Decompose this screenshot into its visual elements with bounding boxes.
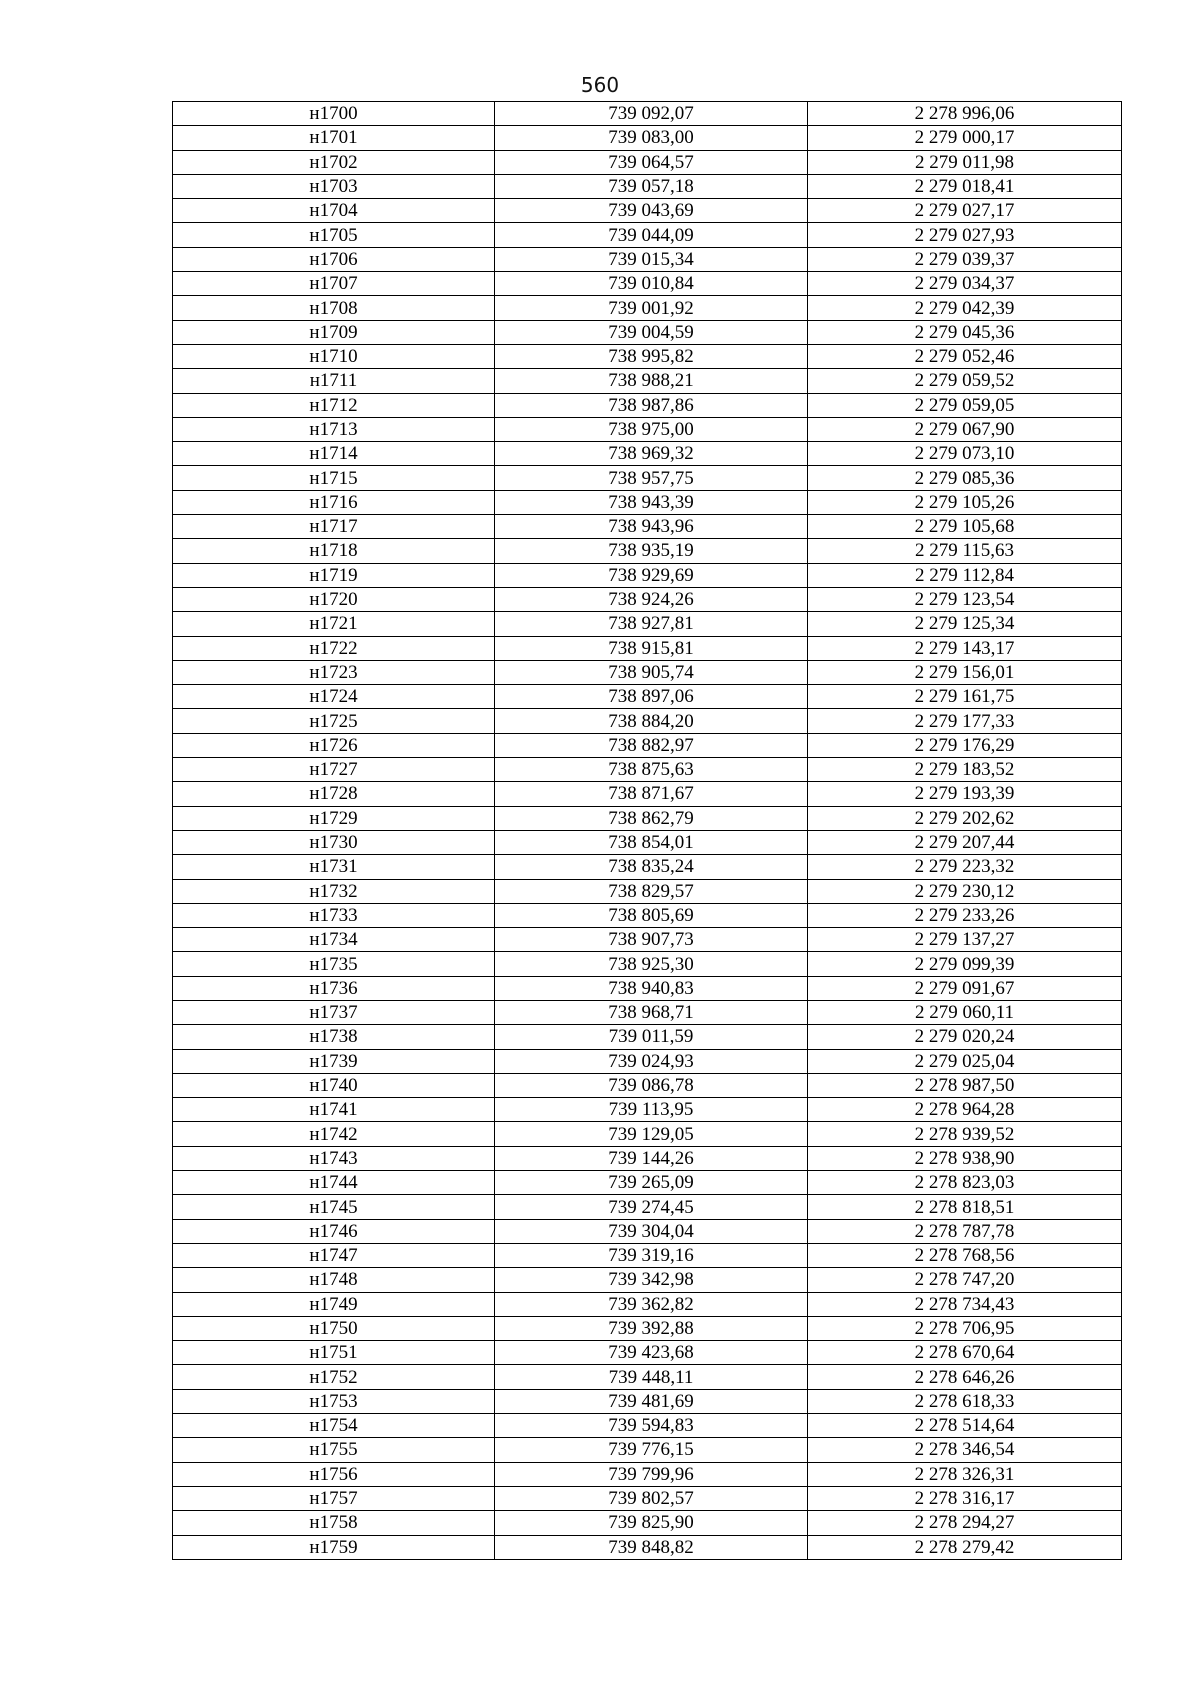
x-coordinate-cell: 739 015,34 bbox=[495, 247, 808, 271]
y-coordinate-cell: 2 279 143,17 bbox=[808, 636, 1122, 660]
point-id-cell: н1734 bbox=[173, 928, 495, 952]
y-coordinate-cell: 2 278 346,54 bbox=[808, 1438, 1122, 1462]
point-id-cell: н1729 bbox=[173, 806, 495, 830]
x-coordinate-cell: 739 086,78 bbox=[495, 1073, 808, 1097]
y-coordinate-cell: 2 279 042,39 bbox=[808, 296, 1122, 320]
y-coordinate-cell: 2 278 747,20 bbox=[808, 1268, 1122, 1292]
point-id-cell: н1707 bbox=[173, 272, 495, 296]
y-coordinate-cell: 2 279 123,54 bbox=[808, 587, 1122, 611]
table-row bbox=[173, 855, 1122, 879]
table-row bbox=[173, 1025, 1122, 1049]
point-id-cell: н1704 bbox=[173, 199, 495, 223]
point-id-cell: н1746 bbox=[173, 1219, 495, 1243]
table-row bbox=[173, 685, 1122, 709]
x-coordinate-cell: 738 929,69 bbox=[495, 563, 808, 587]
y-coordinate-cell: 2 278 646,26 bbox=[808, 1365, 1122, 1389]
table-row bbox=[173, 903, 1122, 927]
point-id-cell: н1755 bbox=[173, 1438, 495, 1462]
y-coordinate-cell: 2 279 223,32 bbox=[808, 855, 1122, 879]
y-coordinate-cell: 2 278 279,42 bbox=[808, 1535, 1122, 1559]
x-coordinate-cell: 738 940,83 bbox=[495, 976, 808, 1000]
y-coordinate-cell: 2 278 734,43 bbox=[808, 1292, 1122, 1316]
x-coordinate-cell: 738 988,21 bbox=[495, 369, 808, 393]
point-id-cell: н1706 bbox=[173, 247, 495, 271]
point-id-cell: н1758 bbox=[173, 1511, 495, 1535]
point-id-cell: н1719 bbox=[173, 563, 495, 587]
table-row bbox=[173, 563, 1122, 587]
table-row bbox=[173, 1171, 1122, 1195]
point-id-cell: н1713 bbox=[173, 417, 495, 441]
table-row bbox=[173, 102, 1122, 126]
point-id-cell: н1742 bbox=[173, 1122, 495, 1146]
point-id-cell: н1720 bbox=[173, 587, 495, 611]
table-row bbox=[173, 1486, 1122, 1510]
point-id-cell: н1737 bbox=[173, 1000, 495, 1024]
y-coordinate-cell: 2 279 233,26 bbox=[808, 903, 1122, 927]
x-coordinate-cell: 738 975,00 bbox=[495, 417, 808, 441]
x-coordinate-cell: 738 829,57 bbox=[495, 879, 808, 903]
x-coordinate-cell: 738 969,32 bbox=[495, 442, 808, 466]
y-coordinate-cell: 2 278 514,64 bbox=[808, 1414, 1122, 1438]
table-row bbox=[173, 1243, 1122, 1267]
table-row bbox=[173, 1292, 1122, 1316]
y-coordinate-cell: 2 279 202,62 bbox=[808, 806, 1122, 830]
point-id-cell: н1718 bbox=[173, 539, 495, 563]
table-row bbox=[173, 1073, 1122, 1097]
y-coordinate-cell: 2 278 939,52 bbox=[808, 1122, 1122, 1146]
x-coordinate-cell: 738 875,63 bbox=[495, 758, 808, 782]
table-row bbox=[173, 1389, 1122, 1413]
point-id-cell: н1741 bbox=[173, 1098, 495, 1122]
y-coordinate-cell: 2 279 027,17 bbox=[808, 199, 1122, 223]
y-coordinate-cell: 2 279 059,52 bbox=[808, 369, 1122, 393]
y-coordinate-cell: 2 279 018,41 bbox=[808, 174, 1122, 198]
y-coordinate-cell: 2 279 156,01 bbox=[808, 660, 1122, 684]
y-coordinate-cell: 2 279 105,68 bbox=[808, 515, 1122, 539]
coordinates-table-body bbox=[173, 102, 1122, 1560]
point-id-cell: н1756 bbox=[173, 1462, 495, 1486]
y-coordinate-cell: 2 279 060,11 bbox=[808, 1000, 1122, 1024]
y-coordinate-cell: 2 279 045,36 bbox=[808, 320, 1122, 344]
point-id-cell: н1700 bbox=[173, 102, 495, 126]
point-id-cell: н1740 bbox=[173, 1073, 495, 1097]
point-id-cell: н1735 bbox=[173, 952, 495, 976]
point-id-cell: н1715 bbox=[173, 466, 495, 490]
point-id-cell: н1711 bbox=[173, 369, 495, 393]
table-row bbox=[173, 1000, 1122, 1024]
table-row bbox=[173, 1341, 1122, 1365]
table-row bbox=[173, 1146, 1122, 1170]
x-coordinate-cell: 739 004,59 bbox=[495, 320, 808, 344]
x-coordinate-cell: 739 304,04 bbox=[495, 1219, 808, 1243]
y-coordinate-cell: 2 279 011,98 bbox=[808, 150, 1122, 174]
page-number: 560 bbox=[580, 73, 620, 97]
table-row bbox=[173, 733, 1122, 757]
x-coordinate-cell: 738 905,74 bbox=[495, 660, 808, 684]
point-id-cell: н1701 bbox=[173, 126, 495, 150]
x-coordinate-cell: 738 884,20 bbox=[495, 709, 808, 733]
table-row bbox=[173, 539, 1122, 563]
x-coordinate-cell: 739 319,16 bbox=[495, 1243, 808, 1267]
x-coordinate-cell: 738 957,75 bbox=[495, 466, 808, 490]
table-row bbox=[173, 830, 1122, 854]
point-id-cell: н1744 bbox=[173, 1171, 495, 1195]
x-coordinate-cell: 739 043,69 bbox=[495, 199, 808, 223]
y-coordinate-cell: 2 279 230,12 bbox=[808, 879, 1122, 903]
point-id-cell: н1717 bbox=[173, 515, 495, 539]
y-coordinate-cell: 2 278 294,27 bbox=[808, 1511, 1122, 1535]
table-row bbox=[173, 490, 1122, 514]
y-coordinate-cell: 2 278 987,50 bbox=[808, 1073, 1122, 1097]
x-coordinate-cell: 739 092,07 bbox=[495, 102, 808, 126]
y-coordinate-cell: 2 279 052,46 bbox=[808, 344, 1122, 368]
y-coordinate-cell: 2 278 768,56 bbox=[808, 1243, 1122, 1267]
point-id-cell: н1747 bbox=[173, 1243, 495, 1267]
y-coordinate-cell: 2 278 818,51 bbox=[808, 1195, 1122, 1219]
x-coordinate-cell: 739 064,57 bbox=[495, 150, 808, 174]
x-coordinate-cell: 739 481,69 bbox=[495, 1389, 808, 1413]
y-coordinate-cell: 2 278 823,03 bbox=[808, 1171, 1122, 1195]
point-id-cell: н1739 bbox=[173, 1049, 495, 1073]
point-id-cell: н1749 bbox=[173, 1292, 495, 1316]
y-coordinate-cell: 2 279 183,52 bbox=[808, 758, 1122, 782]
point-id-cell: н1745 bbox=[173, 1195, 495, 1219]
y-coordinate-cell: 2 279 059,05 bbox=[808, 393, 1122, 417]
y-coordinate-cell: 2 278 787,78 bbox=[808, 1219, 1122, 1243]
y-coordinate-cell: 2 279 137,27 bbox=[808, 928, 1122, 952]
point-id-cell: н1727 bbox=[173, 758, 495, 782]
table-row bbox=[173, 1195, 1122, 1219]
x-coordinate-cell: 738 943,96 bbox=[495, 515, 808, 539]
table-row bbox=[173, 806, 1122, 830]
x-coordinate-cell: 738 995,82 bbox=[495, 344, 808, 368]
y-coordinate-cell: 2 279 105,26 bbox=[808, 490, 1122, 514]
table-row bbox=[173, 515, 1122, 539]
point-id-cell: н1723 bbox=[173, 660, 495, 684]
table-row bbox=[173, 1316, 1122, 1340]
y-coordinate-cell: 2 279 125,34 bbox=[808, 612, 1122, 636]
table-row bbox=[173, 587, 1122, 611]
point-id-cell: н1743 bbox=[173, 1146, 495, 1170]
table-row bbox=[173, 1219, 1122, 1243]
point-id-cell: н1738 bbox=[173, 1025, 495, 1049]
point-id-cell: н1726 bbox=[173, 733, 495, 757]
x-coordinate-cell: 738 935,19 bbox=[495, 539, 808, 563]
table-row bbox=[173, 976, 1122, 1000]
y-coordinate-cell: 2 279 039,37 bbox=[808, 247, 1122, 271]
point-id-cell: н1753 bbox=[173, 1389, 495, 1413]
point-id-cell: н1752 bbox=[173, 1365, 495, 1389]
point-id-cell: н1722 bbox=[173, 636, 495, 660]
x-coordinate-cell: 738 897,06 bbox=[495, 685, 808, 709]
y-coordinate-cell: 2 279 115,63 bbox=[808, 539, 1122, 563]
x-coordinate-cell: 739 362,82 bbox=[495, 1292, 808, 1316]
point-id-cell: н1759 bbox=[173, 1535, 495, 1559]
y-coordinate-cell: 2 279 099,39 bbox=[808, 952, 1122, 976]
y-coordinate-cell: 2 279 112,84 bbox=[808, 563, 1122, 587]
point-id-cell: н1731 bbox=[173, 855, 495, 879]
y-coordinate-cell: 2 279 034,37 bbox=[808, 272, 1122, 296]
y-coordinate-cell: 2 278 964,28 bbox=[808, 1098, 1122, 1122]
point-id-cell: н1705 bbox=[173, 223, 495, 247]
table-row bbox=[173, 1462, 1122, 1486]
x-coordinate-cell: 739 144,26 bbox=[495, 1146, 808, 1170]
table-row bbox=[173, 272, 1122, 296]
x-coordinate-cell: 738 907,73 bbox=[495, 928, 808, 952]
point-id-cell: н1724 bbox=[173, 685, 495, 709]
point-id-cell: н1702 bbox=[173, 150, 495, 174]
x-coordinate-cell: 738 987,86 bbox=[495, 393, 808, 417]
x-coordinate-cell: 738 862,79 bbox=[495, 806, 808, 830]
x-coordinate-cell: 738 927,81 bbox=[495, 612, 808, 636]
y-coordinate-cell: 2 279 091,67 bbox=[808, 976, 1122, 1000]
x-coordinate-cell: 739 044,09 bbox=[495, 223, 808, 247]
coordinates-table bbox=[172, 101, 1122, 1560]
x-coordinate-cell: 739 265,09 bbox=[495, 1171, 808, 1195]
y-coordinate-cell: 2 279 000,17 bbox=[808, 126, 1122, 150]
x-coordinate-cell: 739 848,82 bbox=[495, 1535, 808, 1559]
x-coordinate-cell: 739 083,00 bbox=[495, 126, 808, 150]
y-coordinate-cell: 2 278 670,64 bbox=[808, 1341, 1122, 1365]
x-coordinate-cell: 739 776,15 bbox=[495, 1438, 808, 1462]
x-coordinate-cell: 739 594,83 bbox=[495, 1414, 808, 1438]
x-coordinate-cell: 739 423,68 bbox=[495, 1341, 808, 1365]
x-coordinate-cell: 739 057,18 bbox=[495, 174, 808, 198]
y-coordinate-cell: 2 279 085,36 bbox=[808, 466, 1122, 490]
y-coordinate-cell: 2 279 025,04 bbox=[808, 1049, 1122, 1073]
y-coordinate-cell: 2 278 326,31 bbox=[808, 1462, 1122, 1486]
y-coordinate-cell: 2 279 067,90 bbox=[808, 417, 1122, 441]
table-row bbox=[173, 1414, 1122, 1438]
table-row bbox=[173, 199, 1122, 223]
point-id-cell: н1712 bbox=[173, 393, 495, 417]
table-row bbox=[173, 758, 1122, 782]
y-coordinate-cell: 2 278 706,95 bbox=[808, 1316, 1122, 1340]
x-coordinate-cell: 739 799,96 bbox=[495, 1462, 808, 1486]
point-id-cell: н1754 bbox=[173, 1414, 495, 1438]
table-row bbox=[173, 636, 1122, 660]
point-id-cell: н1748 bbox=[173, 1268, 495, 1292]
table-row bbox=[173, 174, 1122, 198]
table-row bbox=[173, 660, 1122, 684]
table-row bbox=[173, 1365, 1122, 1389]
x-coordinate-cell: 738 835,24 bbox=[495, 855, 808, 879]
y-coordinate-cell: 2 279 177,33 bbox=[808, 709, 1122, 733]
table-row bbox=[173, 709, 1122, 733]
table-row bbox=[173, 1122, 1122, 1146]
point-id-cell: н1733 bbox=[173, 903, 495, 927]
point-id-cell: н1710 bbox=[173, 344, 495, 368]
table-row bbox=[173, 247, 1122, 271]
x-coordinate-cell: 739 342,98 bbox=[495, 1268, 808, 1292]
point-id-cell: н1751 bbox=[173, 1341, 495, 1365]
x-coordinate-cell: 739 024,93 bbox=[495, 1049, 808, 1073]
y-coordinate-cell: 2 278 938,90 bbox=[808, 1146, 1122, 1170]
point-id-cell: н1714 bbox=[173, 442, 495, 466]
x-coordinate-cell: 738 943,39 bbox=[495, 490, 808, 514]
table-row bbox=[173, 952, 1122, 976]
point-id-cell: н1730 bbox=[173, 830, 495, 854]
x-coordinate-cell: 738 871,67 bbox=[495, 782, 808, 806]
point-id-cell: н1757 bbox=[173, 1486, 495, 1510]
table-row bbox=[173, 1535, 1122, 1559]
table-row bbox=[173, 344, 1122, 368]
x-coordinate-cell: 738 854,01 bbox=[495, 830, 808, 854]
point-id-cell: н1750 bbox=[173, 1316, 495, 1340]
x-coordinate-cell: 739 129,05 bbox=[495, 1122, 808, 1146]
point-id-cell: н1725 bbox=[173, 709, 495, 733]
table-row bbox=[173, 126, 1122, 150]
table-row bbox=[173, 393, 1122, 417]
y-coordinate-cell: 2 279 073,10 bbox=[808, 442, 1122, 466]
point-id-cell: н1721 bbox=[173, 612, 495, 636]
point-id-cell: н1709 bbox=[173, 320, 495, 344]
table-row bbox=[173, 150, 1122, 174]
table-row bbox=[173, 879, 1122, 903]
point-id-cell: н1716 bbox=[173, 490, 495, 514]
x-coordinate-cell: 739 001,92 bbox=[495, 296, 808, 320]
y-coordinate-cell: 2 278 618,33 bbox=[808, 1389, 1122, 1413]
y-coordinate-cell: 2 279 176,29 bbox=[808, 733, 1122, 757]
table-row bbox=[173, 417, 1122, 441]
y-coordinate-cell: 2 279 020,24 bbox=[808, 1025, 1122, 1049]
point-id-cell: н1703 bbox=[173, 174, 495, 198]
table-row bbox=[173, 442, 1122, 466]
x-coordinate-cell: 738 924,26 bbox=[495, 587, 808, 611]
table-row bbox=[173, 369, 1122, 393]
x-coordinate-cell: 738 968,71 bbox=[495, 1000, 808, 1024]
table-row bbox=[173, 1268, 1122, 1292]
y-coordinate-cell: 2 279 027,93 bbox=[808, 223, 1122, 247]
x-coordinate-cell: 738 925,30 bbox=[495, 952, 808, 976]
x-coordinate-cell: 739 113,95 bbox=[495, 1098, 808, 1122]
y-coordinate-cell: 2 279 161,75 bbox=[808, 685, 1122, 709]
x-coordinate-cell: 739 825,90 bbox=[495, 1511, 808, 1535]
x-coordinate-cell: 738 915,81 bbox=[495, 636, 808, 660]
table-row bbox=[173, 612, 1122, 636]
x-coordinate-cell: 739 274,45 bbox=[495, 1195, 808, 1219]
y-coordinate-cell: 2 278 996,06 bbox=[808, 102, 1122, 126]
table-row bbox=[173, 1098, 1122, 1122]
table-row bbox=[173, 296, 1122, 320]
table-row bbox=[173, 466, 1122, 490]
y-coordinate-cell: 2 279 193,39 bbox=[808, 782, 1122, 806]
table-row bbox=[173, 223, 1122, 247]
x-coordinate-cell: 739 010,84 bbox=[495, 272, 808, 296]
point-id-cell: н1732 bbox=[173, 879, 495, 903]
x-coordinate-cell: 738 882,97 bbox=[495, 733, 808, 757]
table-row bbox=[173, 1049, 1122, 1073]
point-id-cell: н1736 bbox=[173, 976, 495, 1000]
table-row bbox=[173, 928, 1122, 952]
x-coordinate-cell: 738 805,69 bbox=[495, 903, 808, 927]
x-coordinate-cell: 739 392,88 bbox=[495, 1316, 808, 1340]
table-row bbox=[173, 782, 1122, 806]
y-coordinate-cell: 2 279 207,44 bbox=[808, 830, 1122, 854]
table-row bbox=[173, 1438, 1122, 1462]
x-coordinate-cell: 739 448,11 bbox=[495, 1365, 808, 1389]
table-row bbox=[173, 1511, 1122, 1535]
x-coordinate-cell: 739 011,59 bbox=[495, 1025, 808, 1049]
x-coordinate-cell: 739 802,57 bbox=[495, 1486, 808, 1510]
point-id-cell: н1728 bbox=[173, 782, 495, 806]
y-coordinate-cell: 2 278 316,17 bbox=[808, 1486, 1122, 1510]
point-id-cell: н1708 bbox=[173, 296, 495, 320]
table-row bbox=[173, 320, 1122, 344]
